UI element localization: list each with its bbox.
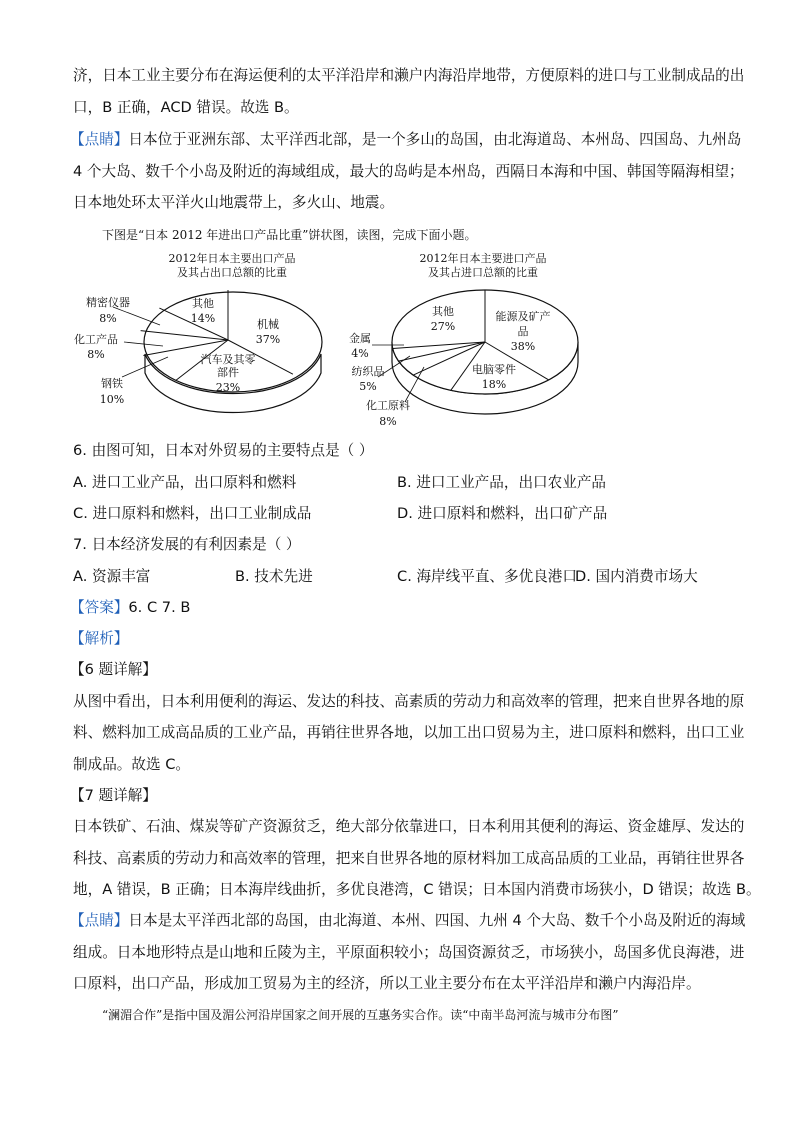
- answer-line: [70, 598, 190, 618]
- pie-charts-figure: [0, 245, 794, 445]
- figure-caption: 下图是“日本 2012 年进出口产品比重”饼状图，读图，完成下面小题。: [102, 228, 477, 242]
- answer-text: 6. C 7. B: [128, 599, 191, 616]
- import-pct-fangzhi: 5%: [359, 380, 377, 393]
- detail-7-line-2: 科技、高素质的劳动力和高效率的管理，把来自世界各地的原材料加工成高品质的工业品，再销往世界各: [73, 850, 745, 867]
- import-label-jinshu: 金属: [349, 332, 371, 345]
- q7-option-c[interactable]: C. 海岸线平直、多优良港口: [397, 568, 578, 585]
- import-label-nengyuan-2: 品: [517, 325, 529, 338]
- intro-line-2: 口，B 正确，ACD 错误。故选 B。: [73, 99, 299, 116]
- import-pct-jinshu: 4%: [351, 347, 369, 360]
- export-label-gangtie: 钢铁: [101, 377, 123, 390]
- detail-6-line-1: 从图中看出，日本利用便利的海运、发达的科技、高素质的劳动力和高效率的管理，把来自世界各地的原: [73, 693, 745, 710]
- export-label-jixie: 机械: [257, 318, 279, 331]
- import-label-diannao: 电脑零件: [472, 363, 516, 376]
- q6-option-b[interactable]: B. 进口工业产品，出口农业产品: [397, 474, 607, 491]
- import-label-nengyuan-1: 能源及矿产: [495, 310, 551, 323]
- q7-option-d[interactable]: D. 国内消费市场大: [575, 568, 698, 585]
- export-label-huagong: 化工产品: [74, 333, 118, 346]
- tip-1-line-3: 日本地处环太平洋火山地震带上，多火山、地震。: [73, 194, 395, 211]
- tip-2-line-1: 【点睛】日本是太平洋西北部的岛国，由北海道、本州、四国、九州 4 个大岛、数千个小岛及附近的海域: [70, 912, 746, 929]
- export-title-line-1: 2012年日本主要出口产品: [168, 252, 296, 265]
- q6-option-a[interactable]: A. 进口工业产品，出口原料和燃料: [73, 474, 297, 491]
- export-label-qita: 其他: [192, 297, 214, 310]
- q7-option-a[interactable]: A. 资源丰富: [73, 568, 151, 585]
- import-pct-huagongyuanliao: 8%: [379, 415, 397, 428]
- tip-1-tag: 【点睛】: [70, 131, 129, 148]
- import-label-fangzhi: 纺织品: [351, 365, 385, 378]
- export-pct-qita: 14%: [190, 312, 216, 325]
- import-label-huagongyuanliao: 化工原料: [366, 399, 410, 412]
- q7-stem: 7. 日本经济发展的有利因素是（ ）: [73, 536, 301, 553]
- analysis-tag: 【解析】: [70, 630, 129, 647]
- import-title-line-1: 2012年日本主要进口产品: [419, 252, 547, 265]
- tip-2-line-3: 口原料，出口产品，形成加工贸易为主的经济，所以工业主要分布在太平洋沿岸和濑户内海沿岸。: [73, 975, 701, 992]
- detail-6-line-2: 料、燃料加工成高品质的工业产品，再销往世界各地，以加工出口贸易为主，进口原料和燃料，出口工业: [73, 724, 745, 741]
- q6-stem: 6. 由图可知，日本对外贸易的主要特点是（ ）: [73, 442, 374, 459]
- detail-7-tag: 【7 题详解】: [70, 787, 157, 804]
- import-title-line-2: 及其占进口总额的比重: [428, 266, 538, 279]
- q6-option-c[interactable]: C. 进口原料和燃料，出口工业制成品: [73, 505, 312, 522]
- detail-7-line-3: 地，A 错误，B 正确；日本海岸线曲折，多优良港湾，C 错误；日本国内消费市场狭小，D 错误；故选 B。: [73, 881, 761, 898]
- export-pct-jixie: 37%: [255, 333, 281, 346]
- export-leader-jingmi: [113, 307, 160, 325]
- export-pct-qiche: 23%: [215, 381, 241, 394]
- tip-1-line-1: 【点睛】日本位于亚洲东部、太平洋西北部，是一个多山的岛国，由北海道岛、本州岛、四国岛、九州岛: [70, 131, 742, 148]
- answer-tag: 【答案】: [70, 599, 129, 616]
- footer-caption: “澜湄合作”是指中国及湄公河沿岸国家之间开展的互惠务实合作。读“中南半岛河流与城市分布图”: [102, 1008, 619, 1022]
- tip-1-line-2: 4 个大岛、数千个小岛及附近的海域组成，最大的岛屿是本州岛，西隔日本海和中国、韩国等隔海相望；: [73, 163, 744, 180]
- import-pie-chart: [349, 251, 578, 428]
- intro-line-1: 济，日本工业主要分布在海运便利的太平洋沿岸和濑户内海沿岸地带，方便原料的进口与工业制成品的出: [73, 67, 745, 84]
- detail-6-tag: 【6 题详解】: [70, 661, 157, 678]
- export-label-jingmi: 精密仪器: [86, 296, 130, 309]
- tip-2-tag: 【点睛】: [70, 912, 129, 929]
- import-pct-nengyuan: 38%: [510, 340, 536, 353]
- export-title-line-2: 及其占出口总额的比重: [177, 266, 287, 279]
- q6-option-d[interactable]: D. 进口原料和燃料，出口矿产品: [397, 505, 608, 522]
- export-pct-gangtie: 10%: [99, 393, 125, 406]
- export-pct-huagong: 8%: [87, 348, 105, 361]
- q7-option-b[interactable]: B. 技术先进: [235, 568, 313, 585]
- import-label-qita: 其他: [432, 305, 454, 318]
- tip-2-line-2: 组成。日本地形特点是山地和丘陵为主，平原面积较小；岛国资源贫乏，市场狭小，岛国多优良海港，进: [73, 944, 745, 961]
- export-label-qiche-1: 汽车及其零: [200, 353, 256, 366]
- import-pct-diannao: 18%: [481, 378, 507, 391]
- export-pct-jingmi: 8%: [99, 312, 117, 325]
- detail-7-line-1: 日本铁矿、石油、煤炭等矿产资源贫乏，绝大部分依靠进口，日本利用其便利的海运、资金雄厚、发达的: [73, 818, 745, 835]
- detail-6-line-3: 制成品。故选 C。: [73, 756, 190, 773]
- import-pct-qita: 27%: [430, 320, 456, 333]
- export-pie-chart: [74, 251, 322, 413]
- export-label-qiche-2: 部件: [217, 366, 239, 379]
